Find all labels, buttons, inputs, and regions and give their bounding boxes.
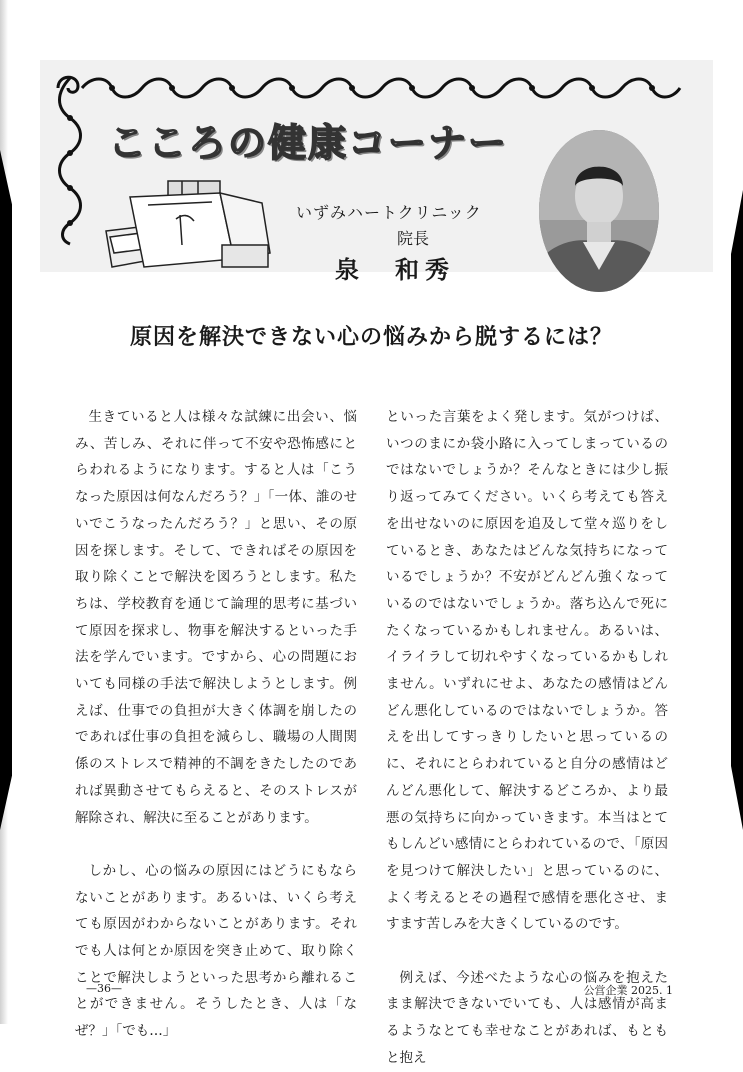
page-shadow-right <box>731 190 743 830</box>
corner-title: こころの健康コーナー <box>108 121 509 165</box>
page-shadow-left <box>0 150 12 830</box>
ornament-border-left <box>52 68 88 248</box>
author-role: 院長 <box>397 229 430 248</box>
paragraph: 生きていると人は様々な試練に出会い、悩み、苦しみ、それに伴って不安や恐怖感にとらわれるようになります。すると人は「こうなった原因は何なんだろう？」「一体、誰のせいでこうなったんだろう？」と思い、その原因を探します。そして、できればその原因を取り除くことで解決を図ろうとします。私たちは、学校教育を通じて論理的思考に基づいて原因を探求し、物事を解決するといった手法を学んでいます。ですから、心の問題においても同様の手法で解決しようとします。例えば、仕事での負担が大きく体調を崩したのであれば仕事の負担を減らし、職場の人間関係のストレスで精神的不調をきたしたのであれば異動させてもらえると、そのストレスが解除され、解決に至ることがあります。 <box>75 409 357 826</box>
paragraph: 例えば、今述べたような心の悩みを抱えたまま解決できないでいても、人は感情が高まるようなとても幸せなことがあれば、もともと抱え <box>386 969 668 1066</box>
clinic-name: いずみハートクリニック <box>296 203 482 222</box>
books-illustration <box>102 175 274 273</box>
author-name: 泉 和秀 <box>335 256 455 284</box>
page-number: —36— <box>86 982 122 995</box>
author-photo <box>539 130 659 292</box>
paragraph: しかし、心の悩みの原因にはどうにもならないことがあります。あるいは、いくら考えても原因がわからないことがあります。それでも人は何とか原因を突き止めて、取り除くことで解決しようといった思考から離れることができません。そうしたとき、人は「なぜ？」「でも…」 <box>75 862 357 1040</box>
article-column-left <box>75 404 357 1045</box>
article-column-right <box>386 404 668 1072</box>
ornament-border-top <box>52 68 692 108</box>
paragraph: といった言葉をよく発します。気がつけば、いつのまにか袋小路に入ってしまっているのではないでしょうか？そんなときには少し振り返ってみてください。いくら考えても答えを出せないのに原因を追及して堂々巡りをしているとき、あなたはどんな気持ちになっているでしょうか？不安がどんどん強くなっているのではないでしょうか。落ち込んで死にたくなっているかもしれません。あるいは、イライラして切れやすくなっているかもしれません。いずれにせよ、あなたの感情はどんどん悪化しているのではないでしょうか。答えを出してすっきりしたいと思っているのに、それにとらわれていると自分の感情はどんどん悪化して、解決するどころか、より最悪の気持ちに向かっていきます。本当はとてもしんどい感情にとらわれているので、「原因を見つけて解決したい」と思っているのに、よく考えるとその過程で感情を悪化させ、ますます苦しみを大きくしているのです。 <box>386 409 668 933</box>
publication-info: 公営企業 2025. 1 <box>583 984 673 997</box>
article-headline: 原因を解決できない心の悩みから脱するには？ <box>129 325 613 350</box>
